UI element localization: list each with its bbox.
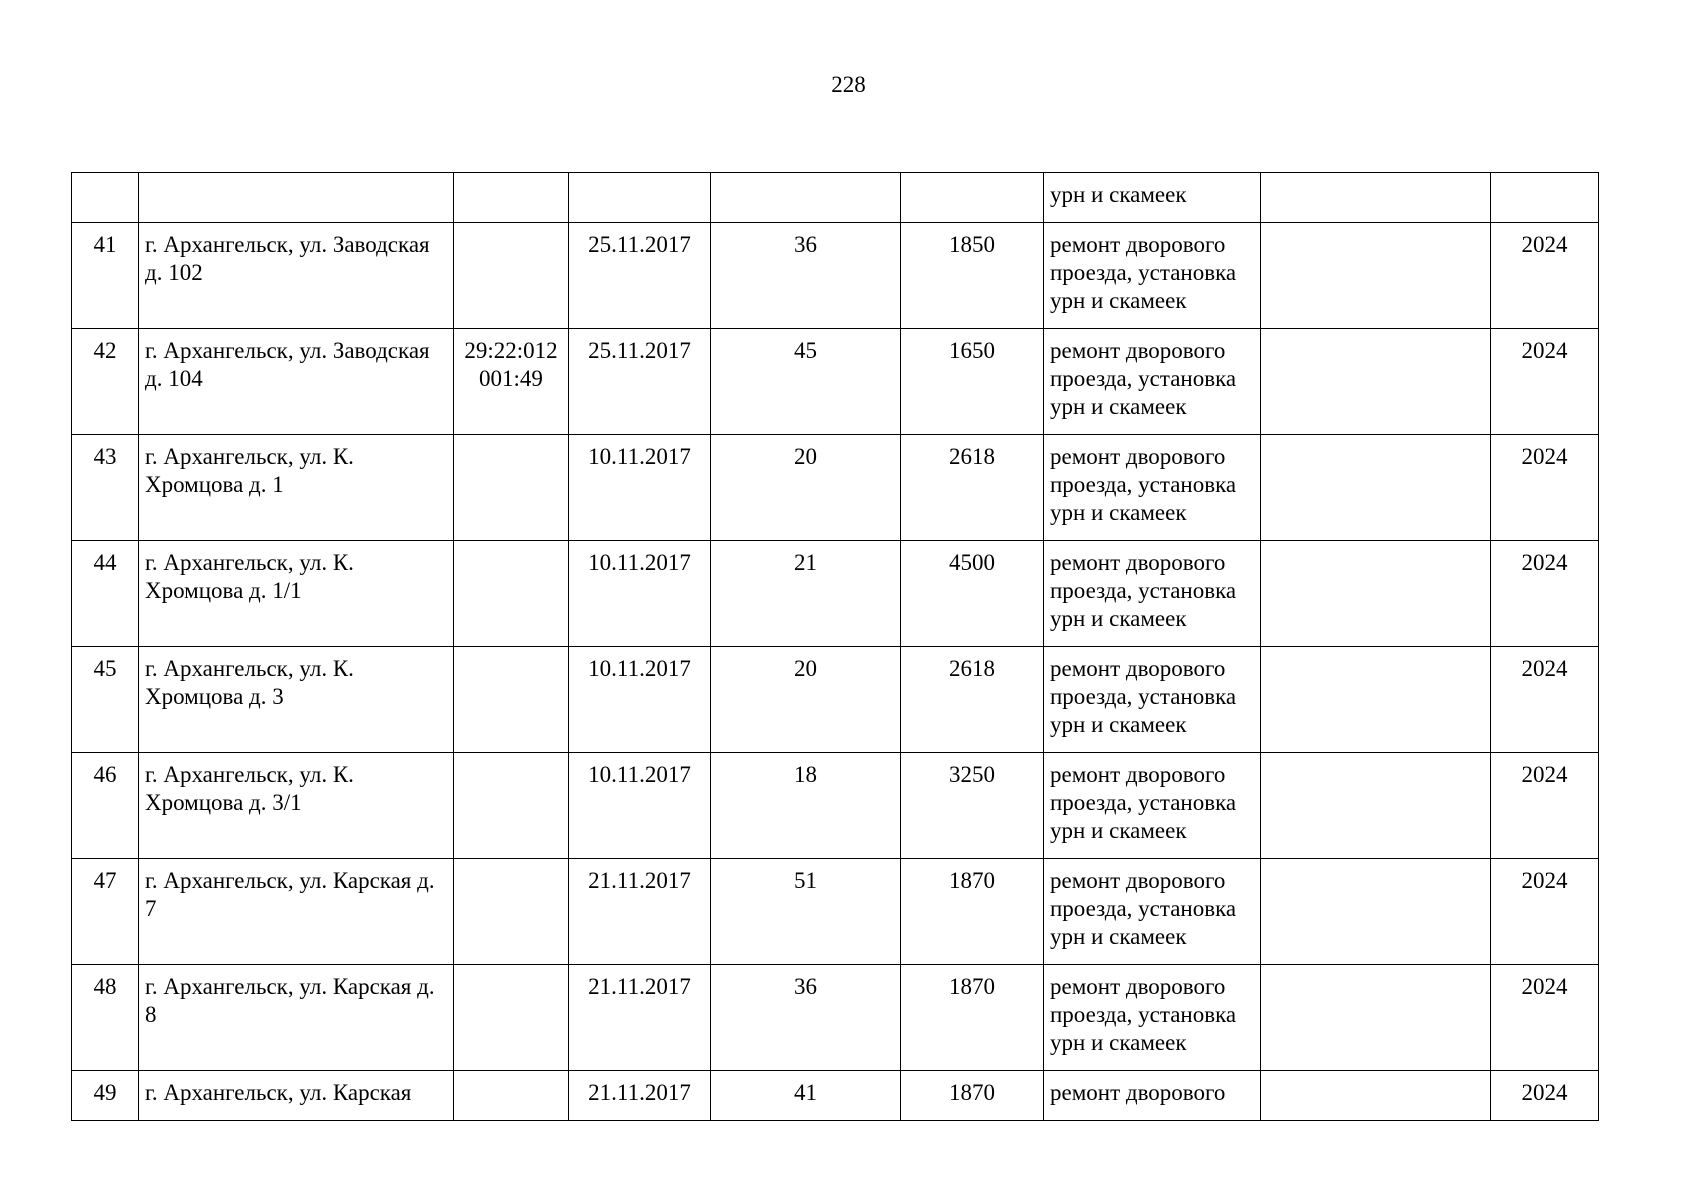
table-row (72, 173, 1599, 223)
year-cell: 2024 (1491, 859, 1599, 965)
cadastral-number-cell (454, 647, 569, 753)
note-cell (1261, 329, 1491, 435)
count-cell: 36 (711, 223, 901, 329)
year-cell: 2024 (1491, 753, 1599, 859)
address-cell: г. Архангельск, ул. К. Хромцова д. 3 (139, 647, 454, 753)
count-cell: 45 (711, 329, 901, 435)
date-cell: 10.11.2017 (569, 647, 711, 753)
count-cell: 41 (711, 1071, 901, 1121)
row-number-cell: 45 (72, 647, 139, 753)
note-cell (1261, 1071, 1491, 1121)
cadastral-number-cell (454, 1071, 569, 1121)
date-cell: 21.11.2017 (569, 965, 711, 1071)
row-number-cell: 46 (72, 753, 139, 859)
count-cell: 51 (711, 859, 901, 965)
row-number-cell: 49 (72, 1071, 139, 1121)
address-cell: г. Архангельск, ул. К. Хромцова д. 3/1 (139, 753, 454, 859)
table-row (72, 647, 1599, 753)
year-cell: 2024 (1491, 435, 1599, 541)
year-cell: 2024 (1491, 647, 1599, 753)
work-type-cell: ремонт дворового проезда, установка урн и скамеек (1044, 859, 1261, 965)
area-cell: 1870 (901, 965, 1044, 1071)
table-row (72, 541, 1599, 647)
area-cell: 4500 (901, 541, 1044, 647)
address-cell: г. Архангельск, ул. К. Хромцова д. 1/1 (139, 541, 454, 647)
note-cell (1261, 647, 1491, 753)
row-number-cell: 48 (72, 965, 139, 1071)
cadastral-number-cell (454, 965, 569, 1071)
cadastral-number-cell (454, 173, 569, 223)
count-cell: 20 (711, 435, 901, 541)
date-cell: 25.11.2017 (569, 329, 711, 435)
cadastral-number-cell (454, 541, 569, 647)
address-cell: г. Архангельск, ул. Заводская д. 104 (139, 329, 454, 435)
table-row (72, 965, 1599, 1071)
table-row (72, 329, 1599, 435)
area-cell: 1870 (901, 859, 1044, 965)
year-cell: 2024 (1491, 329, 1599, 435)
date-cell: 21.11.2017 (569, 1071, 711, 1121)
work-type-cell: ремонт дворового (1044, 1071, 1261, 1121)
courtyards-table (71, 172, 1599, 1121)
area-cell: 1650 (901, 329, 1044, 435)
page-number: 228 (831, 72, 866, 97)
note-cell (1261, 223, 1491, 329)
address-cell: г. Архангельск, ул. Карская (139, 1071, 454, 1121)
row-number-cell: 41 (72, 223, 139, 329)
area-cell: 1870 (901, 1071, 1044, 1121)
year-cell: 2024 (1491, 1071, 1599, 1121)
table-body (72, 173, 1599, 1121)
row-number-cell: 44 (72, 541, 139, 647)
note-cell (1261, 859, 1491, 965)
note-cell (1261, 965, 1491, 1071)
year-cell: 2024 (1491, 541, 1599, 647)
row-number-cell: 47 (72, 859, 139, 965)
work-type-cell: ремонт дворового проезда, установка урн и скамеек (1044, 965, 1261, 1071)
address-cell: г. Архангельск, ул. К. Хромцова д. 1 (139, 435, 454, 541)
work-type-cell: ремонт дворового проезда, установка урн и скамеек (1044, 541, 1261, 647)
row-number-cell (72, 173, 139, 223)
date-cell: 21.11.2017 (569, 859, 711, 965)
table-row (72, 753, 1599, 859)
table-row (72, 859, 1599, 965)
count-cell: 18 (711, 753, 901, 859)
date-cell: 10.11.2017 (569, 541, 711, 647)
note-cell (1261, 753, 1491, 859)
work-type-cell: ремонт дворового проезда, установка урн и скамеек (1044, 223, 1261, 329)
row-number-cell: 42 (72, 329, 139, 435)
cadastral-number-cell (454, 435, 569, 541)
cadastral-number-cell (454, 859, 569, 965)
count-cell (711, 173, 901, 223)
table-row (72, 435, 1599, 541)
note-cell (1261, 541, 1491, 647)
address-cell: г. Архангельск, ул. Карская д. 8 (139, 965, 454, 1071)
work-type-cell: ремонт дворового проезда, установка урн и скамеек (1044, 329, 1261, 435)
area-cell: 1850 (901, 223, 1044, 329)
area-cell: 2618 (901, 647, 1044, 753)
work-type-cell: ремонт дворового проезда, установка урн и скамеек (1044, 435, 1261, 541)
area-cell: 3250 (901, 753, 1044, 859)
work-type-cell: ремонт дворового проезда, установка урн и скамеек (1044, 753, 1261, 859)
date-cell: 25.11.2017 (569, 223, 711, 329)
cadastral-number-cell: 29:22:012 001:49 (454, 329, 569, 435)
year-cell: 2024 (1491, 965, 1599, 1071)
count-cell: 20 (711, 647, 901, 753)
count-cell: 21 (711, 541, 901, 647)
area-cell (901, 173, 1044, 223)
date-cell: 10.11.2017 (569, 435, 711, 541)
date-cell (569, 173, 711, 223)
date-cell: 10.11.2017 (569, 753, 711, 859)
address-cell: г. Архангельск, ул. Карская д. 7 (139, 859, 454, 965)
cadastral-number-cell (454, 223, 569, 329)
table-row (72, 223, 1599, 329)
count-cell: 36 (711, 965, 901, 1071)
area-cell: 2618 (901, 435, 1044, 541)
work-type-cell: урн и скамеек (1044, 173, 1261, 223)
year-cell: 2024 (1491, 223, 1599, 329)
note-cell (1261, 173, 1491, 223)
note-cell (1261, 435, 1491, 541)
work-type-cell: ремонт дворового проезда, установка урн и скамеек (1044, 647, 1261, 753)
year-cell (1491, 173, 1599, 223)
row-number-cell: 43 (72, 435, 139, 541)
cadastral-number-cell (454, 753, 569, 859)
address-cell: г. Архангельск, ул. Заводская д. 102 (139, 223, 454, 329)
address-cell (139, 173, 454, 223)
table-row (72, 1071, 1599, 1121)
